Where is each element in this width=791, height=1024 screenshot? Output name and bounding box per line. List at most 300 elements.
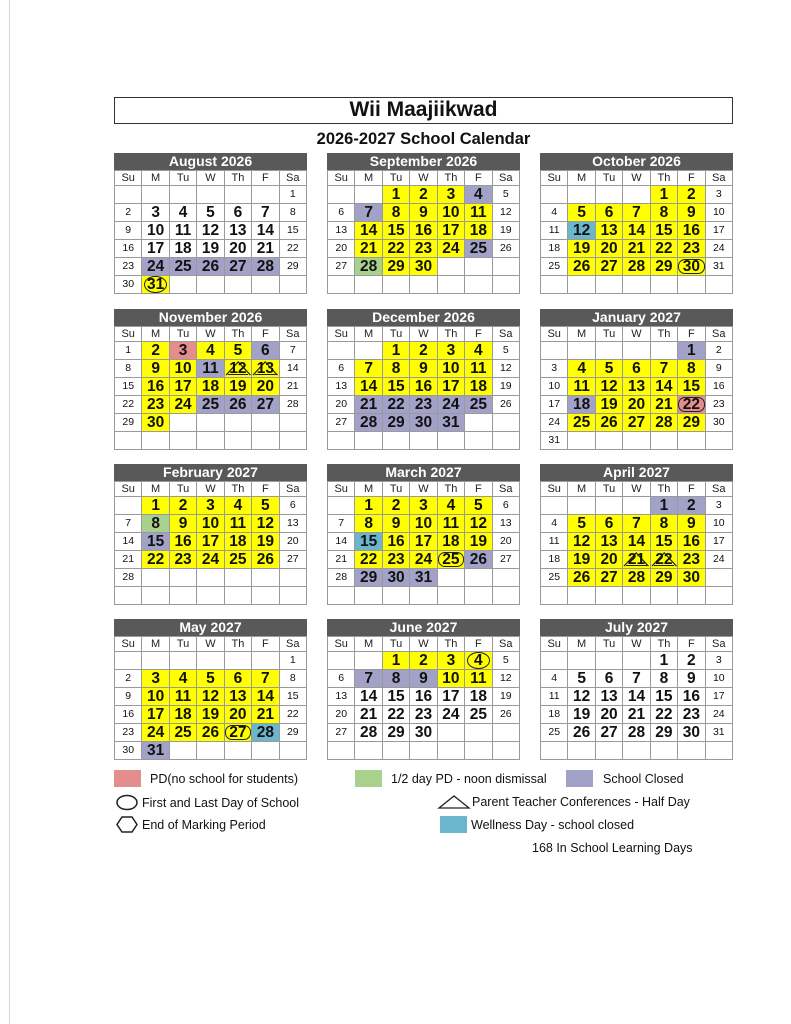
date-cell: 14 [623,533,650,551]
date-cell: 17 [142,706,169,724]
date-cell: 17 [706,222,733,240]
date-cell: 14 [623,688,650,706]
empty-cell [328,186,355,204]
date-cell: 5 [493,342,520,360]
day-of-week-header: M [142,482,169,497]
empty-cell [678,276,705,294]
day-of-week-header: Su [541,482,568,497]
empty-cell [493,742,520,760]
date-cell: 20 [252,378,279,396]
empty-cell [438,587,465,605]
date-cell: 10 [438,204,465,222]
date-cell: 7 [651,360,678,378]
date-cell: 12 [568,222,595,240]
date-cell [252,360,279,378]
date-cell: 7 [355,670,382,688]
legend-pd-label: PD(no school for students) [150,771,298,786]
empty-cell [328,652,355,670]
month-title: June 2027 [327,619,520,636]
date-cell: 3 [706,652,733,670]
empty-cell [197,432,224,450]
empty-cell [383,276,410,294]
day-of-week-header: W [197,327,224,342]
date-cell: 19 [596,396,623,414]
date-cell: 15 [651,533,678,551]
date-cell: 4 [568,360,595,378]
date-cell: 1 [280,652,307,670]
day-of-week-header: Tu [596,327,623,342]
date-cell: 3 [142,204,169,222]
date-cell: 1 [651,652,678,670]
day-of-week-header: M [568,171,595,186]
date-cell: 3 [541,360,568,378]
date-cell: 4 [225,497,252,515]
date-cell: 11 [541,222,568,240]
date-cell: 10 [142,222,169,240]
empty-cell [493,276,520,294]
date-cell: 4 [541,204,568,222]
date-cell: 30 [410,414,437,432]
day-of-week-header: Tu [596,637,623,652]
empty-cell [438,742,465,760]
date-cell: 24 [706,551,733,569]
date-cell: 15 [383,378,410,396]
date-cell: 11 [465,204,492,222]
date-cell: 9 [410,670,437,688]
date-cell: 11 [541,533,568,551]
month-title: August 2026 [114,153,307,170]
day-of-week-header: F [252,327,279,342]
date-cell: 14 [355,222,382,240]
date-cell: 16 [383,533,410,551]
empty-cell [706,276,733,294]
empty-cell [170,276,197,294]
date-cell: 16 [410,222,437,240]
date-cell: 14 [328,533,355,551]
day-of-week-header: Su [541,327,568,342]
legend-marking [116,816,266,833]
day-of-week-header: M [355,327,382,342]
day-of-week-header: Sa [493,327,520,342]
date-cell: 5 [493,652,520,670]
date-cell: 29 [280,724,307,742]
month-days-grid [540,481,733,605]
date-cell: 4 [465,342,492,360]
empty-cell [115,186,142,204]
date-cell: 26 [568,569,595,587]
empty-cell [252,742,279,760]
empty-cell [596,652,623,670]
date-cell: 24 [438,396,465,414]
legend-first-last-label: First and Last Day of School [142,795,300,810]
empty-cell [225,652,252,670]
date-cell: 30 [410,258,437,276]
date-cell: 20 [225,706,252,724]
date-cell: 19 [493,378,520,396]
date-cell: 15 [142,533,169,551]
day-of-week-header: M [568,482,595,497]
date-cell: 16 [410,378,437,396]
month-title: November 2026 [114,309,307,326]
date-cell: 20 [280,533,307,551]
date-cell: 23 [142,396,169,414]
date-cell: 10 [706,670,733,688]
date-cell: 6 [328,360,355,378]
date-cell: 6 [280,497,307,515]
empty-cell [651,432,678,450]
day-of-week-header: Th [651,637,678,652]
date-cell: 1 [678,342,705,360]
empty-cell [568,342,595,360]
empty-cell [568,652,595,670]
empty-cell [383,742,410,760]
empty-cell [142,432,169,450]
month-title: October 2026 [540,153,733,170]
empty-cell [438,432,465,450]
day-of-week-header: W [410,327,437,342]
date-cell: 4 [541,670,568,688]
date-cell: 3 [197,497,224,515]
empty-cell [493,414,520,432]
day-of-week-header: Tu [596,482,623,497]
day-of-week-header: Sa [706,171,733,186]
date-cell: 20 [493,533,520,551]
legend-ptc [437,794,690,809]
date-cell: 21 [355,240,382,258]
day-of-week-header: Tu [170,637,197,652]
date-cell: 19 [568,706,595,724]
date-cell: 29 [280,258,307,276]
day-of-week-header: W [197,171,224,186]
empty-cell [541,497,568,515]
date-cell: 7 [252,204,279,222]
month-calendar [327,153,520,294]
empty-cell [115,587,142,605]
empty-cell [170,569,197,587]
date-cell: 24 [410,551,437,569]
date-cell: 8 [383,204,410,222]
empty-cell [197,587,224,605]
date-cell: 18 [197,378,224,396]
date-cell: 13 [328,378,355,396]
date-cell: 5 [225,342,252,360]
date-cell: 2 [678,497,705,515]
month-title: January 2027 [540,309,733,326]
empty-cell [252,432,279,450]
date-cell: 16 [678,222,705,240]
date-cell: 14 [355,378,382,396]
closed-swatch [566,770,593,787]
empty-cell [438,724,465,742]
date-cell: 27 [328,724,355,742]
date-cell: 27 [252,396,279,414]
date-cell: 3 [438,652,465,670]
day-of-week-header: W [623,482,650,497]
date-cell: 24 [142,724,169,742]
date-cell: 21 [651,396,678,414]
date-cell: 30 [142,414,169,432]
date-cell: 25 [465,396,492,414]
empty-cell [280,569,307,587]
date-cell: 4 [465,652,492,670]
empty-cell [225,569,252,587]
legend-closed-label: School Closed [603,771,684,786]
date-cell: 12 [465,515,492,533]
month-title: September 2026 [327,153,520,170]
day-of-week-header: W [410,171,437,186]
date-cell: 20 [328,706,355,724]
date-number: 21 [627,551,646,568]
date-cell: 26 [568,258,595,276]
date-cell: 3 [438,186,465,204]
date-cell: 2 [115,670,142,688]
date-cell: 18 [541,551,568,569]
date-cell: 11 [465,360,492,378]
date-cell: 19 [225,378,252,396]
date-cell: 29 [651,258,678,276]
date-cell: 12 [493,670,520,688]
day-of-week-header: Th [651,327,678,342]
date-cell: 25 [170,724,197,742]
date-cell: 18 [568,396,595,414]
half-day-swatch [355,770,382,787]
date-cell: 13 [623,378,650,396]
learning-days-note: 168 In School Learning Days [532,841,693,855]
empty-cell [355,652,382,670]
empty-cell [438,569,465,587]
date-cell: 14 [651,378,678,396]
empty-cell [493,258,520,276]
date-cell: 14 [355,688,382,706]
day-of-week-header: Su [328,482,355,497]
date-cell: 3 [438,342,465,360]
date-cell: 21 [252,706,279,724]
empty-cell [465,587,492,605]
empty-cell [225,186,252,204]
month-days-grid [327,636,520,760]
date-cell: 17 [438,378,465,396]
date-cell: 9 [383,515,410,533]
date-cell: 5 [568,204,595,222]
date-cell: 16 [410,688,437,706]
date-cell: 3 [706,497,733,515]
date-cell: 24 [438,706,465,724]
empty-cell [225,432,252,450]
date-cell: 15 [383,688,410,706]
empty-cell [623,342,650,360]
empty-cell [651,742,678,760]
empty-cell [225,742,252,760]
empty-cell [596,742,623,760]
day-of-week-header: Th [225,171,252,186]
empty-cell [568,186,595,204]
date-cell: 29 [651,724,678,742]
date-cell: 24 [541,414,568,432]
month-calendar [327,619,520,760]
date-cell: 30 [706,414,733,432]
month-title: December 2026 [327,309,520,326]
date-cell: 5 [568,515,595,533]
empty-cell [623,276,650,294]
empty-cell [197,742,224,760]
date-cell: 19 [197,240,224,258]
date-cell: 22 [383,396,410,414]
date-cell: 14 [252,222,279,240]
empty-cell [596,497,623,515]
date-cell: 9 [142,360,169,378]
empty-cell [410,587,437,605]
date-cell: 15 [651,688,678,706]
day-of-week-header: M [355,482,382,497]
date-cell: 8 [383,360,410,378]
day-of-week-header: Th [225,482,252,497]
date-cell: 23 [115,724,142,742]
date-number: 22 [655,551,673,568]
day-of-week-header: Tu [383,637,410,652]
day-of-week-header: Su [541,171,568,186]
empty-cell [596,432,623,450]
date-cell: 8 [142,515,169,533]
day-of-week-header: Sa [280,171,307,186]
date-cell: 28 [355,258,382,276]
empty-cell [142,186,169,204]
month-days-grid [114,636,307,760]
month-days-grid [327,326,520,450]
empty-cell [410,742,437,760]
day-of-week-header: Th [438,171,465,186]
date-cell: 28 [651,414,678,432]
empty-cell [651,276,678,294]
day-of-week-header: W [410,482,437,497]
date-cell: 6 [225,204,252,222]
date-cell: 7 [252,670,279,688]
day-of-week-header: M [142,171,169,186]
date-cell: 26 [225,396,252,414]
month-calendar [540,464,733,605]
day-of-week-header: M [568,637,595,652]
date-cell: 31 [541,432,568,450]
day-of-week-header: M [355,637,382,652]
date-cell: 1 [651,497,678,515]
date-cell: 9 [410,204,437,222]
date-cell: 11 [465,670,492,688]
empty-cell [465,724,492,742]
date-cell: 26 [493,396,520,414]
date-cell: 2 [678,186,705,204]
date-cell: 10 [170,360,197,378]
month-days-grid [114,481,307,605]
date-cell: 8 [355,515,382,533]
legend-wellness [440,816,634,833]
date-cell: 5 [568,670,595,688]
month-calendar [540,309,733,450]
empty-cell [678,432,705,450]
day-of-week-header: Sa [280,327,307,342]
date-cell: 28 [355,724,382,742]
date-cell: 24 [706,240,733,258]
date-cell: 2 [142,342,169,360]
date-cell: 8 [280,204,307,222]
empty-cell [568,276,595,294]
date-cell: 9 [115,688,142,706]
empty-cell [115,652,142,670]
date-cell: 4 [170,204,197,222]
date-cell: 24 [170,396,197,414]
date-cell: 25 [465,240,492,258]
date-cell: 18 [465,378,492,396]
date-cell: 29 [355,569,382,587]
empty-cell [541,742,568,760]
empty-cell [438,276,465,294]
date-cell: 21 [328,551,355,569]
empty-cell [623,497,650,515]
empty-cell [623,432,650,450]
date-cell: 18 [438,533,465,551]
day-of-week-header: Sa [280,637,307,652]
day-of-week-header: Th [438,327,465,342]
date-cell: 28 [623,724,650,742]
date-cell: 7 [623,670,650,688]
date-cell: 12 [568,533,595,551]
date-cell: 2 [410,652,437,670]
empty-cell [355,432,382,450]
date-cell: 13 [596,222,623,240]
day-of-week-header: Su [115,637,142,652]
empty-cell [170,587,197,605]
date-cell: 20 [328,240,355,258]
date-cell: 14 [280,360,307,378]
empty-cell [410,276,437,294]
date-cell: 27 [225,258,252,276]
day-of-week-header: M [568,327,595,342]
hexagon-icon [116,816,138,833]
date-cell: 31 [410,569,437,587]
month-calendar [114,619,307,760]
month-calendar [114,464,307,605]
date-cell: 12 [493,204,520,222]
empty-cell [280,587,307,605]
date-cell: 28 [328,569,355,587]
date-cell: 24 [706,706,733,724]
empty-cell [115,432,142,450]
date-cell: 24 [197,551,224,569]
date-cell: 23 [170,551,197,569]
empty-cell [465,569,492,587]
date-cell: 1 [280,186,307,204]
empty-cell [170,432,197,450]
date-cell: 9 [170,515,197,533]
empty-cell [252,569,279,587]
date-cell: 12 [568,688,595,706]
legend-pd [114,770,298,787]
date-cell [623,551,650,569]
date-cell: 17 [410,533,437,551]
date-cell: 10 [197,515,224,533]
day-of-week-header: F [252,637,279,652]
date-cell: 21 [252,240,279,258]
empty-cell [568,432,595,450]
date-cell: 1 [355,497,382,515]
date-cell: 20 [596,551,623,569]
empty-cell [328,742,355,760]
empty-cell [623,652,650,670]
date-cell: 23 [678,551,705,569]
legend-wellness-label: Wellness Day - school closed [471,817,635,832]
date-cell: 28 [355,414,382,432]
day-of-week-header: Th [438,637,465,652]
date-cell: 28 [115,569,142,587]
date-cell: 25 [541,569,568,587]
